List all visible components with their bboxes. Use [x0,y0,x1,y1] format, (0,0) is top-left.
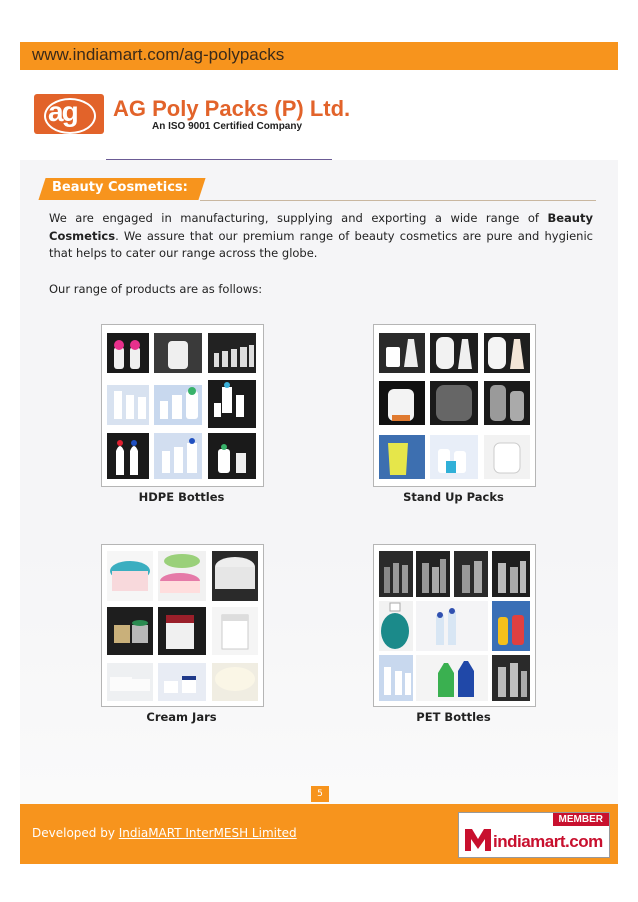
section-title: Beauty Cosmetics: [52,180,188,195]
logo-text: ag [48,96,77,127]
products-intro: Our range of products are as follows: [49,282,263,296]
hdpe-bottles-image [101,324,264,487]
pet-bottles-collage [374,545,535,706]
header-bar [20,42,618,70]
hdpe-bottles-collage [102,325,263,486]
indiamart-member-badge[interactable] [458,812,610,858]
footer-bar [20,804,618,864]
company-name: AG Poly Packs (P) Ltd. [113,96,351,121]
section-rule [200,200,596,201]
cream-jars-collage [102,545,263,706]
cream-jars-caption: Cream Jars [146,710,217,724]
stand-up-packs-collage [374,325,535,486]
developed-by-label: Developed by [32,826,119,840]
section-paragraph [49,210,593,263]
stand-up-packs-caption: Stand Up Packs [403,490,504,504]
site-url[interactable]: www.indiamart.com/ag-polypacks [32,45,285,64]
document-page [20,42,618,864]
indiamart-m-icon [463,825,493,853]
indiamart-brand: indiamart.com [493,832,603,851]
company-tagline: An ISO 9001 Certified Company [152,121,303,132]
company-logo [34,94,104,134]
paragraph-bold: Beauty Cosmetics [49,211,593,243]
stand-up-packs-image [373,324,536,487]
paragraph-text-2: . We assure that our premium range of beauty cosmetics are pure and hygienic that helps to cater our range across the globe. [49,228,593,260]
paragraph-text-1: We are engaged in manufacturing, supplying and exporting a wide range of [49,211,548,225]
cream-jars-image [101,544,264,707]
page-number: 5 [311,786,329,802]
pet-bottles-image [373,544,536,707]
developer-link[interactable]: IndiaMART InterMESH Limited [118,826,297,840]
hdpe-bottles-caption: HDPE Bottles [138,490,225,504]
pet-bottles-caption: PET Bottles [416,710,491,724]
member-label: MEMBER [553,813,609,826]
developed-by-text [32,826,297,840]
